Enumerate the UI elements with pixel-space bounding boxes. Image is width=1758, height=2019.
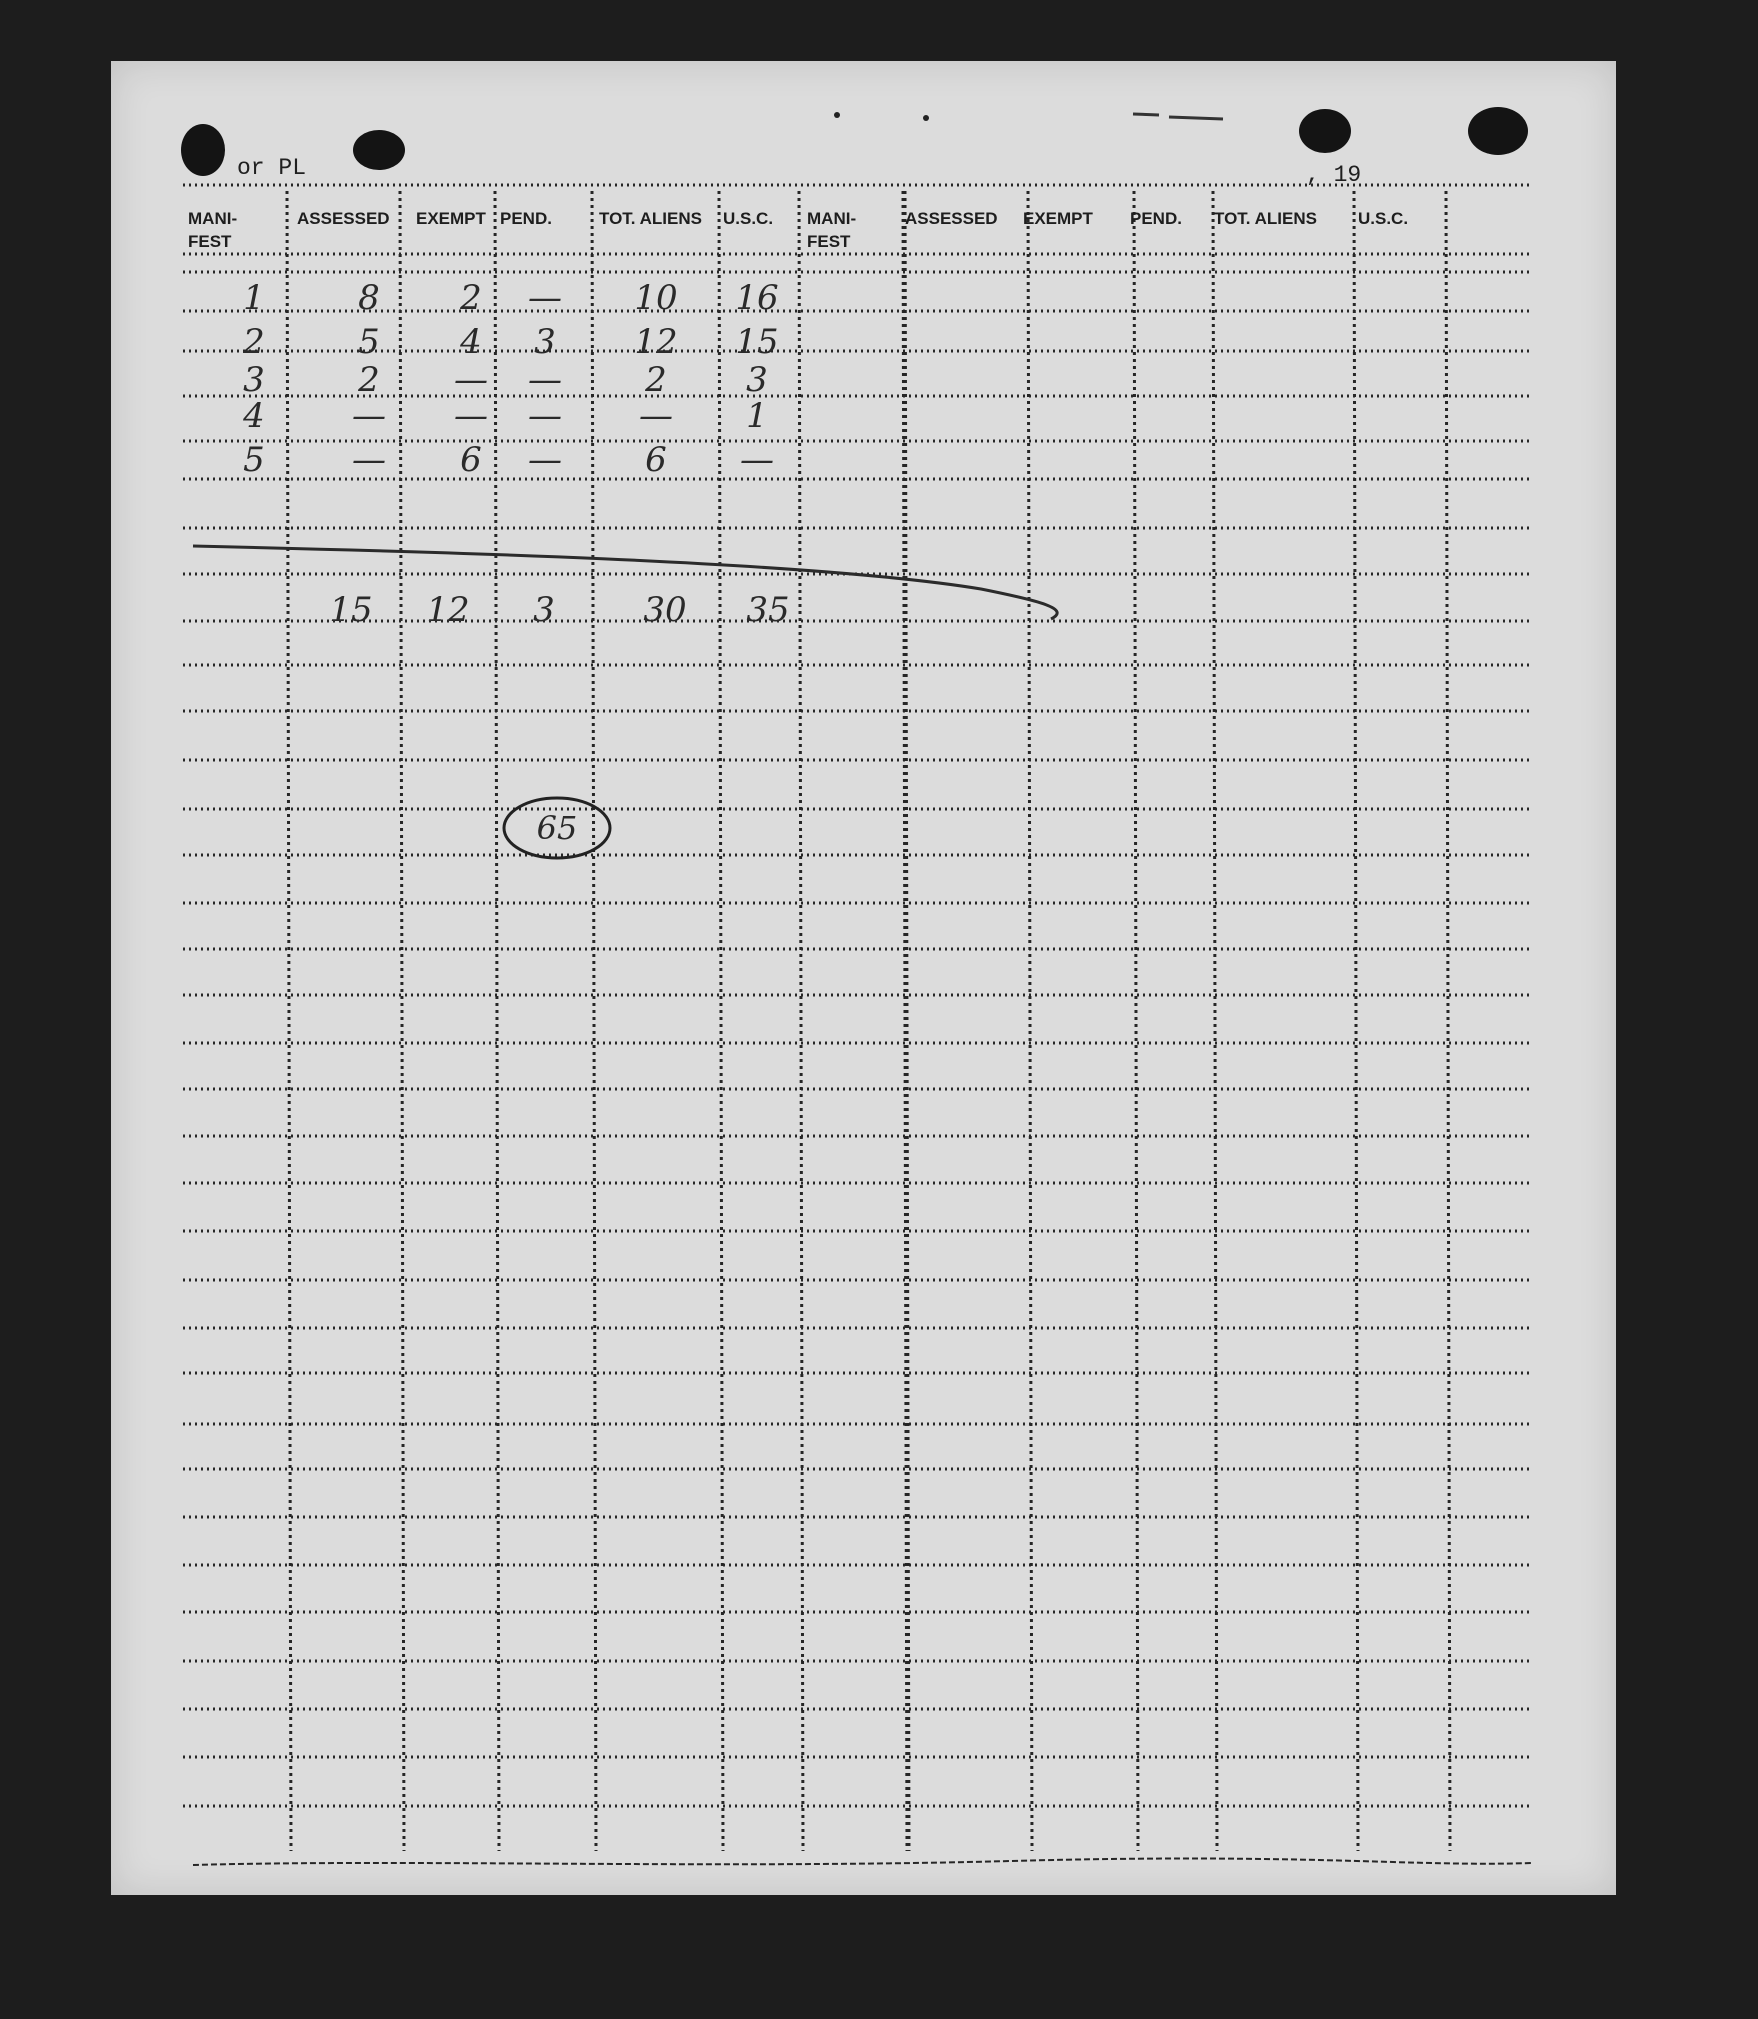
entry-assessed: 2 (358, 360, 380, 400)
left-column-header: MANI- (188, 209, 238, 228)
left-column-header: TOT. ALIENS (599, 209, 702, 228)
entry-pend: — (528, 440, 562, 480)
ink-speck (834, 112, 840, 118)
total-tot-aliens: 30 (643, 590, 687, 630)
total-pend: 3 (533, 590, 555, 630)
total-assessed: 15 (329, 590, 373, 630)
entry-pend: 3 (534, 322, 556, 362)
grid-lines (183, 185, 1531, 1865)
total-exempt: 12 (426, 590, 470, 630)
right-column-header: MANI- (807, 209, 857, 228)
column-headers (188, 209, 1408, 251)
left-column-header: PEND. (500, 209, 552, 228)
port-prefix: or PL (237, 155, 307, 181)
left-column-header: ASSESSED (297, 209, 390, 228)
right-column-header: EXEMPT (1023, 209, 1093, 228)
entry-exempt: 6 (460, 440, 482, 480)
entry-pend: — (528, 278, 562, 318)
ink-mark (1133, 114, 1223, 119)
right-column-header: ASSESSED (905, 209, 998, 228)
entry-usc: — (740, 440, 774, 480)
entry-exempt: — (454, 396, 488, 436)
entry-tot-aliens: 2 (645, 360, 667, 400)
handwritten-entries (242, 278, 789, 630)
grand-total: 65 (536, 809, 578, 847)
manifest-form-sheet (111, 61, 1616, 1895)
column-rule (719, 191, 723, 1851)
right-column-header: FEST (807, 232, 851, 251)
ink-speck (923, 115, 929, 121)
entry-manifest: 4 (243, 396, 265, 436)
totals-divider-stroke (193, 546, 1057, 619)
entry-pend: — (528, 396, 562, 436)
redaction-blot (1468, 107, 1528, 155)
left-column-header: EXEMPT (416, 209, 486, 228)
entry-assessed: 5 (358, 322, 380, 362)
total-usc: 35 (746, 590, 790, 630)
column-rule (287, 191, 291, 1851)
entry-exempt: 4 (460, 322, 482, 362)
entry-tot-aliens: 6 (645, 440, 667, 480)
entry-manifest: 3 (243, 360, 265, 400)
entry-tot-aliens: — (639, 396, 673, 436)
redaction-blot (181, 124, 225, 176)
entry-exempt: — (454, 360, 488, 400)
entry-exempt: 2 (460, 278, 482, 318)
entry-usc: 15 (735, 322, 779, 362)
year-prefix: , 19 (1306, 162, 1362, 188)
left-column-header: U.S.C. (723, 209, 774, 228)
entry-usc: 16 (735, 278, 779, 318)
right-column-header: U.S.C. (1358, 209, 1409, 228)
entry-manifest: 5 (243, 440, 265, 480)
entry-assessed: 8 (358, 278, 380, 318)
entry-tot-aliens: 10 (634, 278, 678, 318)
entry-manifest: 2 (243, 322, 265, 362)
entry-usc: 3 (746, 360, 768, 400)
entry-usc: 1 (746, 396, 768, 436)
right-column-header: TOT. ALIENS (1214, 209, 1317, 228)
right-column-header: PEND. (1130, 209, 1182, 228)
entry-assessed: — (352, 440, 386, 480)
entry-assessed: — (352, 396, 386, 436)
left-column-header: FEST (188, 232, 232, 251)
entry-tot-aliens: 12 (634, 322, 678, 362)
bottom-rule (193, 1858, 1531, 1865)
redaction-blot (353, 130, 405, 170)
redaction-blot (1299, 109, 1351, 153)
entry-pend: — (528, 360, 562, 400)
entry-manifest: 1 (243, 278, 265, 318)
form-grid (111, 61, 1616, 1895)
